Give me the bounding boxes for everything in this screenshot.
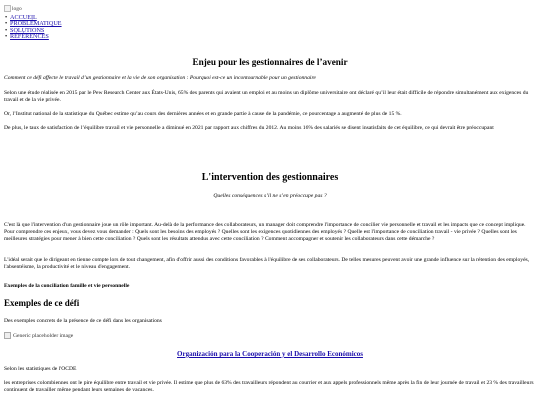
section3-intro: Des exemples concrets de la présence de ce défi dans les organisations bbox=[4, 318, 162, 324]
section1-paragraph-1: Selon une étude réalisée en 2015 par le Pew Research Center aux États-Unis, 65% des parents qui avaient un emploi et au moins un diplôme universitaire ont déclaré qu’il leur était difficile de répondre simultanément aux exigences du travail et de la vie privée. bbox=[4, 90, 529, 103]
ocde-link[interactable]: Organización para la Cooperación y el Desarrollo Económicos bbox=[177, 350, 363, 358]
section2-paragraph-2: L'idéal serait que le dirigeant en tienne compte lors de tout changement, afin d'offrir aussi des conditions favorables à l'équilibre de ses collaborateurs. De telles mesures peuvent avoir une grande influence sur la rétention des employés, l'absentéisme, la productivité et le niveau d'engagement. bbox=[4, 257, 530, 270]
section2-examples-label: Exemples de la conciliation famille et vie personnelle bbox=[4, 283, 130, 289]
section1-paragraph-3: De plus, le taux de satisfaction de l’équilibre travail et vie personnelle a diminué en 2021 par rapport aux chiffres du 2012. Au moins 16% des salariés se disent insatisfaits de cet équilibre, ce qui devrait être préoccupant bbox=[4, 125, 494, 131]
logo-alt-text: logo bbox=[12, 5, 22, 12]
main-nav bbox=[10, 15, 62, 40]
logo[interactable] bbox=[4, 5, 22, 12]
section1-paragraph-2: Or, l’Institut national de la statistique du Québec estime qu’au cours des dernières années et en grande partie à cause de la pandémie, ce pourcentage a augmenté de plus de 15 %. bbox=[4, 111, 402, 117]
broken-image-icon bbox=[4, 5, 11, 12]
placeholder-image bbox=[4, 332, 73, 339]
section3-title: Exemples de ce défi bbox=[4, 298, 80, 308]
placeholder-image-alt: Generic placeholder image bbox=[13, 332, 74, 339]
nav-item-problematique[interactable]: • PROBLÉMATIQUE bbox=[10, 21, 62, 27]
section2-title: L'intervention des gestionnaires bbox=[201, 172, 339, 183]
nav-item-references[interactable]: • RÉFÉRENCES bbox=[10, 34, 62, 40]
section2-subtitle: Quelles conséquences s’il ne s’en préoccupe pas ? bbox=[213, 193, 327, 199]
nav-item-accueil[interactable]: • ACCUEIL bbox=[10, 15, 62, 21]
nav-item-solutions[interactable]: • SOLUTIONS bbox=[10, 28, 62, 34]
section2-paragraph-1: C'est là que l'intervention d'un gestionnaire joue un rôle important. Au-delà de la performance des collaborateurs, un manager doit comprendre l'importance de concilier vie personnelle et travail et les impacts que ce concept implique. Pour comprendre ces enjeux, vous devez vous demander : Quels sont les besoins des employés ? Quelles sont les exigences quotidiennes des employés ? Quelle est l'importance de conciliation travail - vie privée ? Quelles sont les meilleures stratégies pour mener à bien cette conciliation ? Quels sont les résultats attendus avec cette conciliation ? Comment accompagner et soutenir les collaborateurs dans cette démarche ? bbox=[4, 222, 526, 242]
broken-image-icon bbox=[4, 332, 11, 339]
section3-paragraph-1: les entreprises colombiennes ont le pire équilibre entre travail et vie privée. Il estime que plus de 63% des travailleurs répondent au courrier et aux appels professionnels même après la fin de leur journée de travail et 23 % des travailleurs continuent de travailler même pendant leurs semaines de vacances. bbox=[4, 380, 534, 393]
section1-title: Enjeu pour les gestionnaires de l’avenir bbox=[192, 57, 348, 67]
section3-source: Selon les statistiques de l'OCDE bbox=[4, 366, 77, 372]
section1-subtitle: Comment ce défi affecte le travail d’un gestionnaire et la vie de son organisation : Pourquoi est-ce un incontournable pour un gestionnaire bbox=[4, 75, 316, 81]
